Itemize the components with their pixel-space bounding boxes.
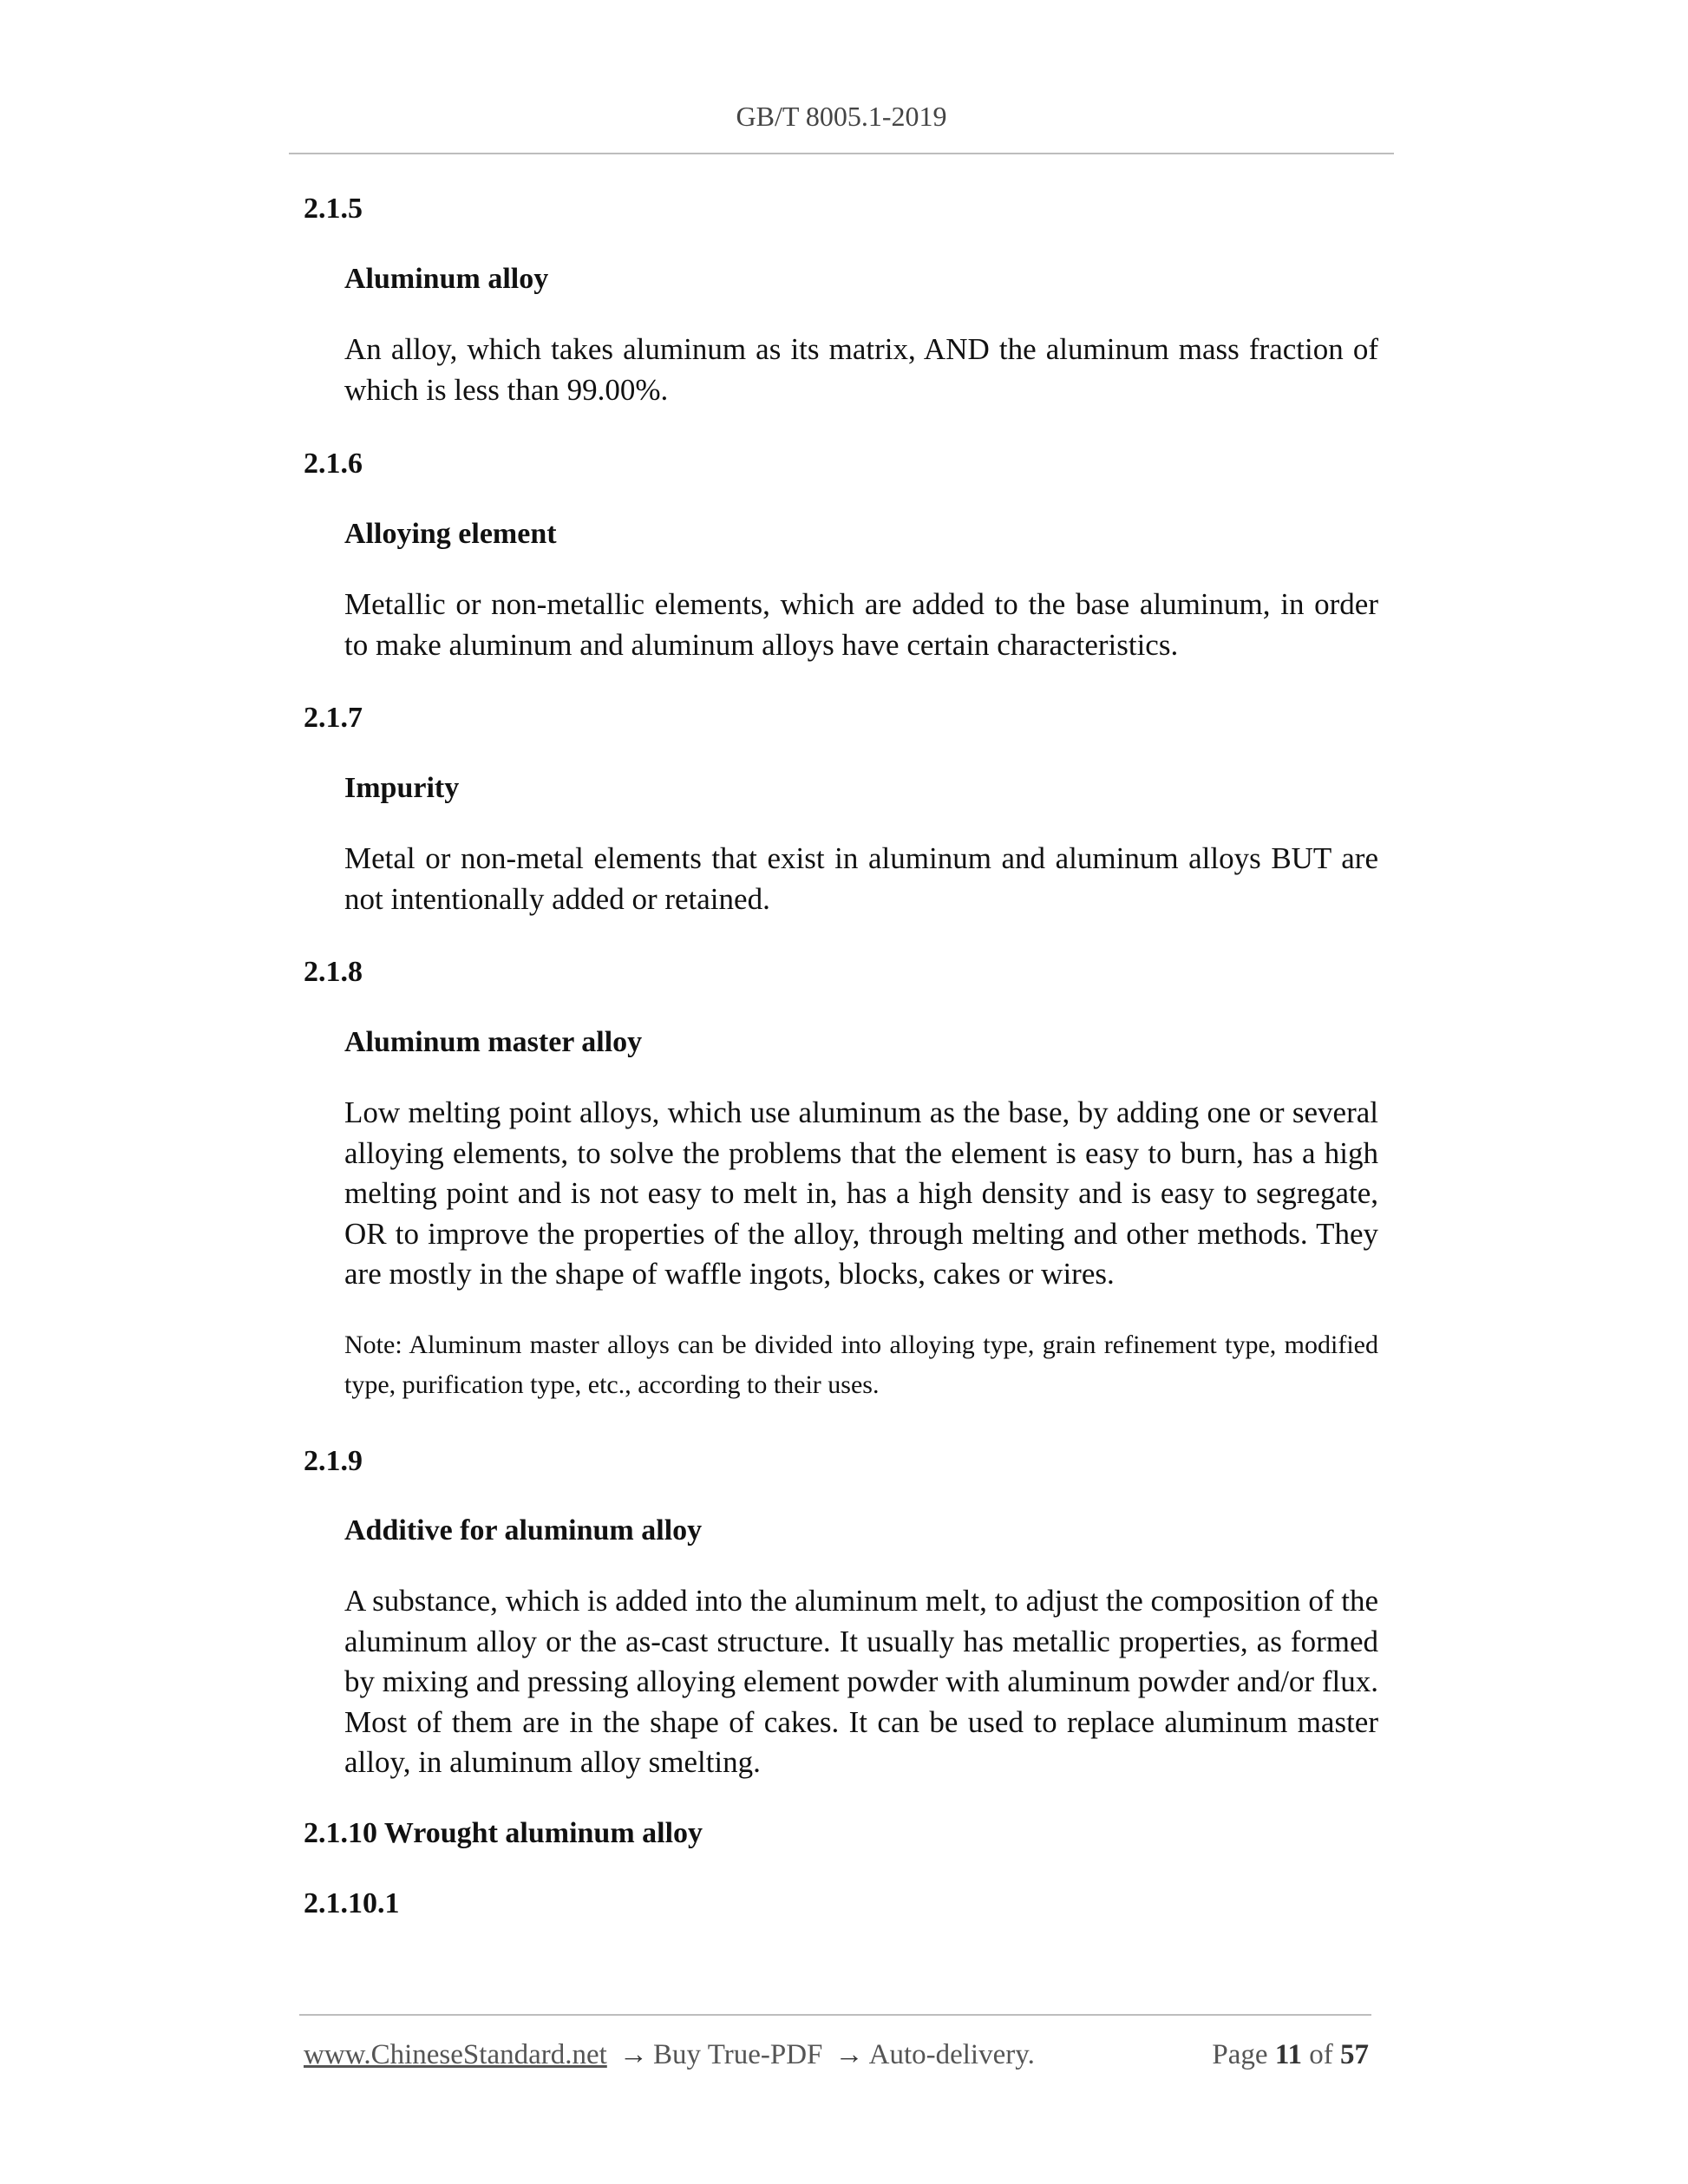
arrow-right-icon: → (834, 2039, 864, 2070)
page-label: Page (1212, 2039, 1268, 2070)
delivery-text: Auto-delivery. (868, 2039, 1035, 2070)
term-note: Note: Aluminum master alloys can be divided into alloying type, grain refinement type, modified type, purification type, etc., according to their uses. (344, 1331, 1378, 1399)
footer-divider (299, 2014, 1371, 2016)
term-title: Impurity (344, 772, 460, 804)
term-definition: A substance, which is added into the aluminum melt, to adjust the composition of the aluminum alloy or the as-cast structure. It usually has metallic properties, as formed by mixing and pressing alloying element powder with aluminum powder and/or flux. Most of them are in the shape of cakes. It can be used to replace aluminum master alloy, in aluminum alloy smelting. (344, 1584, 1378, 1779)
current-page: 11 (1274, 2039, 1302, 2070)
total-pages: 57 (1340, 2039, 1369, 2070)
term-definition: An alloy, which takes aluminum as its matrix, AND the aluminum mass fraction of which is less than 99.00%. (344, 332, 1378, 407)
clause-number: 2.1.6 (304, 448, 363, 480)
term-title: Aluminum alloy (344, 263, 549, 295)
buy-text: Buy True-PDF (653, 2039, 823, 2070)
term-title: Additive for aluminum alloy (344, 1514, 703, 1546)
clause-number: 2.1.5 (304, 193, 363, 225)
arrow-right-icon: → (619, 2039, 649, 2070)
term-title: Alloying element (344, 518, 557, 550)
site-link[interactable]: www.ChineseStandard.net (304, 2039, 607, 2070)
header-divider (289, 153, 1394, 154)
clause-number: 2.1.7 (304, 702, 363, 734)
term-title: Aluminum master alloy (344, 1026, 643, 1058)
footer-links (304, 2036, 1035, 2074)
of-label: of (1309, 2039, 1333, 2070)
clause-number: 2.1.8 (304, 956, 363, 988)
clause-heading: 2.1.10 Wrought aluminum alloy (304, 1817, 703, 1849)
page-indicator (1212, 2036, 1369, 2074)
term-definition: Low melting point alloys, which use aluminum as the base, by adding one or several alloying elements, to solve the problems that the element is easy to burn, has a high melting point and is not easy to melt in, has a high density and is easy to segregate, OR to improve the properties of the alloy, through melting and other methods. They are mostly in the shape of waffle ingots, blocks, cakes or wires. (344, 1095, 1378, 1291)
document-header: GB/T 8005.1-2019 (736, 101, 947, 132)
term-definition: Metal or non-metal elements that exist in aluminum and aluminum alloys BUT are not intentionally added or retained. (344, 841, 1378, 916)
clause-number: 2.1.9 (304, 1445, 363, 1477)
term-definition: Metallic or non-metallic elements, which are added to the base aluminum, in order to make aluminum and aluminum alloys have certain characteristics. (344, 587, 1378, 662)
clause-number: 2.1.10.1 (304, 1887, 400, 1919)
